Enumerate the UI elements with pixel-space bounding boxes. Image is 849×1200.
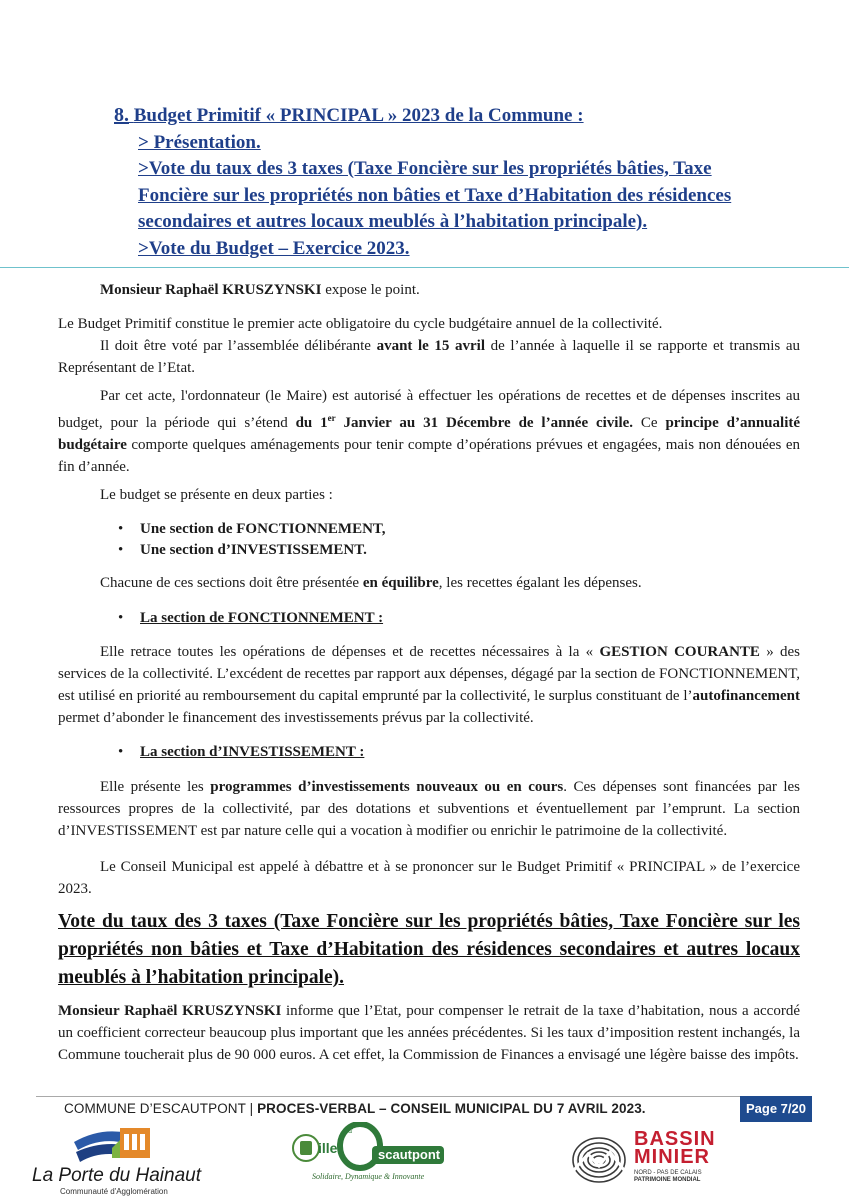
fonct-text-b: » des services de la collectivité. L’excédent de recettes par rapport aux dépenses, dégagé par la section de FONCTIONNEMENT, est utilisé en priorité au remboursement du capital emprunté par la collectivité, le surplus constituant de l’ [58,644,801,704]
ville-d-apostrophe: d' [348,1126,354,1135]
equilibrium-paragraph [100,572,800,594]
heading-number: 8. [114,104,129,126]
bullet-icon: • [118,744,124,760]
list-item [118,540,386,561]
para4-bold: en équilibre [362,575,439,591]
bullet-icon: • [118,542,124,558]
para2-text-a: Par cet acte, l'ordonnateur (le Maire) est autorisé à effectuer les opérations de recettes et de dépenses inscrites au budget, pour la période qui s’étend [58,388,800,431]
investissement-title: La section d’INVESTISSEMENT : [140,744,365,760]
bassin-minier-title [634,1130,716,1166]
para2-bold-1: du 1 [295,415,328,431]
speaker-name: Monsieur Raphaël KRUSZYNSKI [100,282,322,298]
footer-commune: COMMUNE D’ESCAUTPONT [64,1101,246,1116]
heading-divider [0,267,849,268]
two-parts-paragraph: Le budget se présente en deux parties : [100,487,333,503]
para1-text-b: de l’année à laquelle il se rapporte et transmis au Représentant de l’Etat. [58,338,801,376]
fonct-bold-1: GESTION COURANTE [599,644,760,660]
bassin-minier-subtitle [634,1170,702,1184]
investissement-paragraph [58,776,800,842]
ordonnateur-paragraph [58,385,800,478]
escautpont-slogan: Solidaire, Dynamique & Innovante [312,1172,425,1181]
escautpont-word: scautpont [378,1147,441,1162]
bassin-minier-emblem [570,1132,628,1188]
invest-bold: programmes d’investissements nouveaux ou en cours [210,779,564,795]
para1-line1: Le Budget Primitif constitue le premier acte obligatoire du cycle budgétaire annuel de la collectivité. [58,316,663,332]
para2-sup: er [327,413,336,423]
list-item [118,519,386,540]
bassin-sub-patrimoine: PATRIMOINE MONDIAL [634,1177,701,1183]
page-number-badge: Page 7/20 [740,1096,812,1122]
footer-divider [36,1096,812,1097]
porte-du-hainaut-subtitle: Communauté d'Agglomération [60,1187,168,1196]
fonct-text-c: permet d’abonder le financement des investissements prévus par la collectivité. [58,710,534,726]
ville-escautpont-logo [290,1122,460,1192]
conseil-paragraph: Le Conseil Municipal est appelé à débattre et à se prononcer sur le Budget Primitif « PRINCIPAL » de l’exercice 2023. [58,859,800,897]
para1-bold: avant le 15 avril [376,338,486,354]
section-8-heading [114,102,804,262]
fonctionnement-paragraph [58,641,800,729]
fonctionnement-title: La section de FONCTIONNEMENT : [140,610,384,626]
footer-title [64,1101,646,1116]
para2-text-e: comporte quelques aménagements pour tenir compte d’opérations prévues et engagées, mais non dénouées en fin d’année. [58,437,800,475]
bassin-sub-region: NORD - PAS DE CALAIS [634,1170,702,1176]
kruszynski-informs-paragraph [58,1000,800,1066]
footer-separator: | [245,1101,258,1116]
intro-text: expose le point. [321,282,420,298]
speaker-name: Monsieur Raphaël KRUSZYNSKI [58,1003,282,1019]
porte-du-hainaut-logo [72,1122,158,1164]
para4-text-b: , les recettes égalant les dépenses. [438,575,642,591]
heading-line-2: > Présentation. [138,131,261,153]
investissement-subheading [118,742,364,763]
fonctionnement-subheading [118,608,383,629]
list-item-text: Une section d’INVESTISSEMENT. [140,542,367,558]
fonct-text-a: Elle retrace toutes les opérations de dépenses et de recettes nécessaires à la « [100,644,600,660]
heading-line-4: Foncière sur les propriétés non bâties et Taxe d’Habitation des résidences [138,184,732,206]
para2-bold-2: Janvier au 31 Décembre de l’année civile. [335,415,634,431]
list-item-text: Une section de FONCTIONNEMENT, [140,521,386,537]
para2-bold-3: principe d’annualité budgétaire [58,415,801,453]
para4-text-a: Chacune de ces sections doit être présentée [100,575,363,591]
budget-definition-paragraph [58,313,800,379]
heading-line-6: >Vote du Budget – Exercice 2023. [138,237,410,259]
heading-line-1: Budget Primitif « PRINCIPAL » 2023 de la Commune : [133,105,584,126]
fonct-bold-2: autofinancement [692,688,800,704]
intro-paragraph [100,279,800,301]
footer-pv-title: PROCES-VERBAL – CONSEIL MUNICIPAL DU 7 AVRIL 2023. [257,1101,646,1116]
heading-line-3: >Vote du taux des 3 taxes (Taxe Foncière sur les propriétés bâties, Taxe [138,158,712,179]
para6-text: informe que l’Etat, pour compenser le retrait de la taxe d’habitation, nous a accordé un coefficient correcteur beaucoup plus important que les années précédentes. Si les taux d’imposition restent inchangés, la Commune toucherait plus de 90 000 euros. A cet effet, la Commission de Finances a envisagé une légère baisse des impôts. [58,1003,800,1063]
bassin-word: BASSIN [634,1128,716,1150]
invest-text-b: . Ces dépenses sont financées par les ressources propres de la collectivité, par des dotations et subventions et éventuellement par l’emprunt. La section d’INVESTISSEMENT est par nature celle qui a vocation à modifier ou enrichir le patrimoine de la collectivité. [58,779,800,839]
ville-word: ille [318,1140,338,1156]
porte-du-hainaut-name: La Porte du Hainaut [32,1165,202,1186]
para1-text-a: Il doit être voté par l’assemblée délibérante [100,338,377,354]
heading-line-5: secondaires et autres locaux meublés à l’habitation principale). [138,211,648,232]
porte-du-hainaut-emblem-icon [72,1122,158,1164]
para2-text-c: Ce [633,415,666,431]
invest-text-a: Elle présente les [100,779,211,795]
bullet-list [118,519,386,561]
vote-taxes-heading: Vote du taux des 3 taxes (Taxe Foncière sur les propriétés bâties, Taxe Foncière sur les propriétés non bâties et Taxe d’Habitation des résidences secondaires et autres locaux meublés à l’habitation principale). [58,911,800,988]
minier-word: MINIER [634,1146,710,1168]
bullet-icon: • [118,610,124,626]
bullet-icon: • [118,521,124,537]
bassin-minier-fingerprint-icon [570,1132,628,1188]
